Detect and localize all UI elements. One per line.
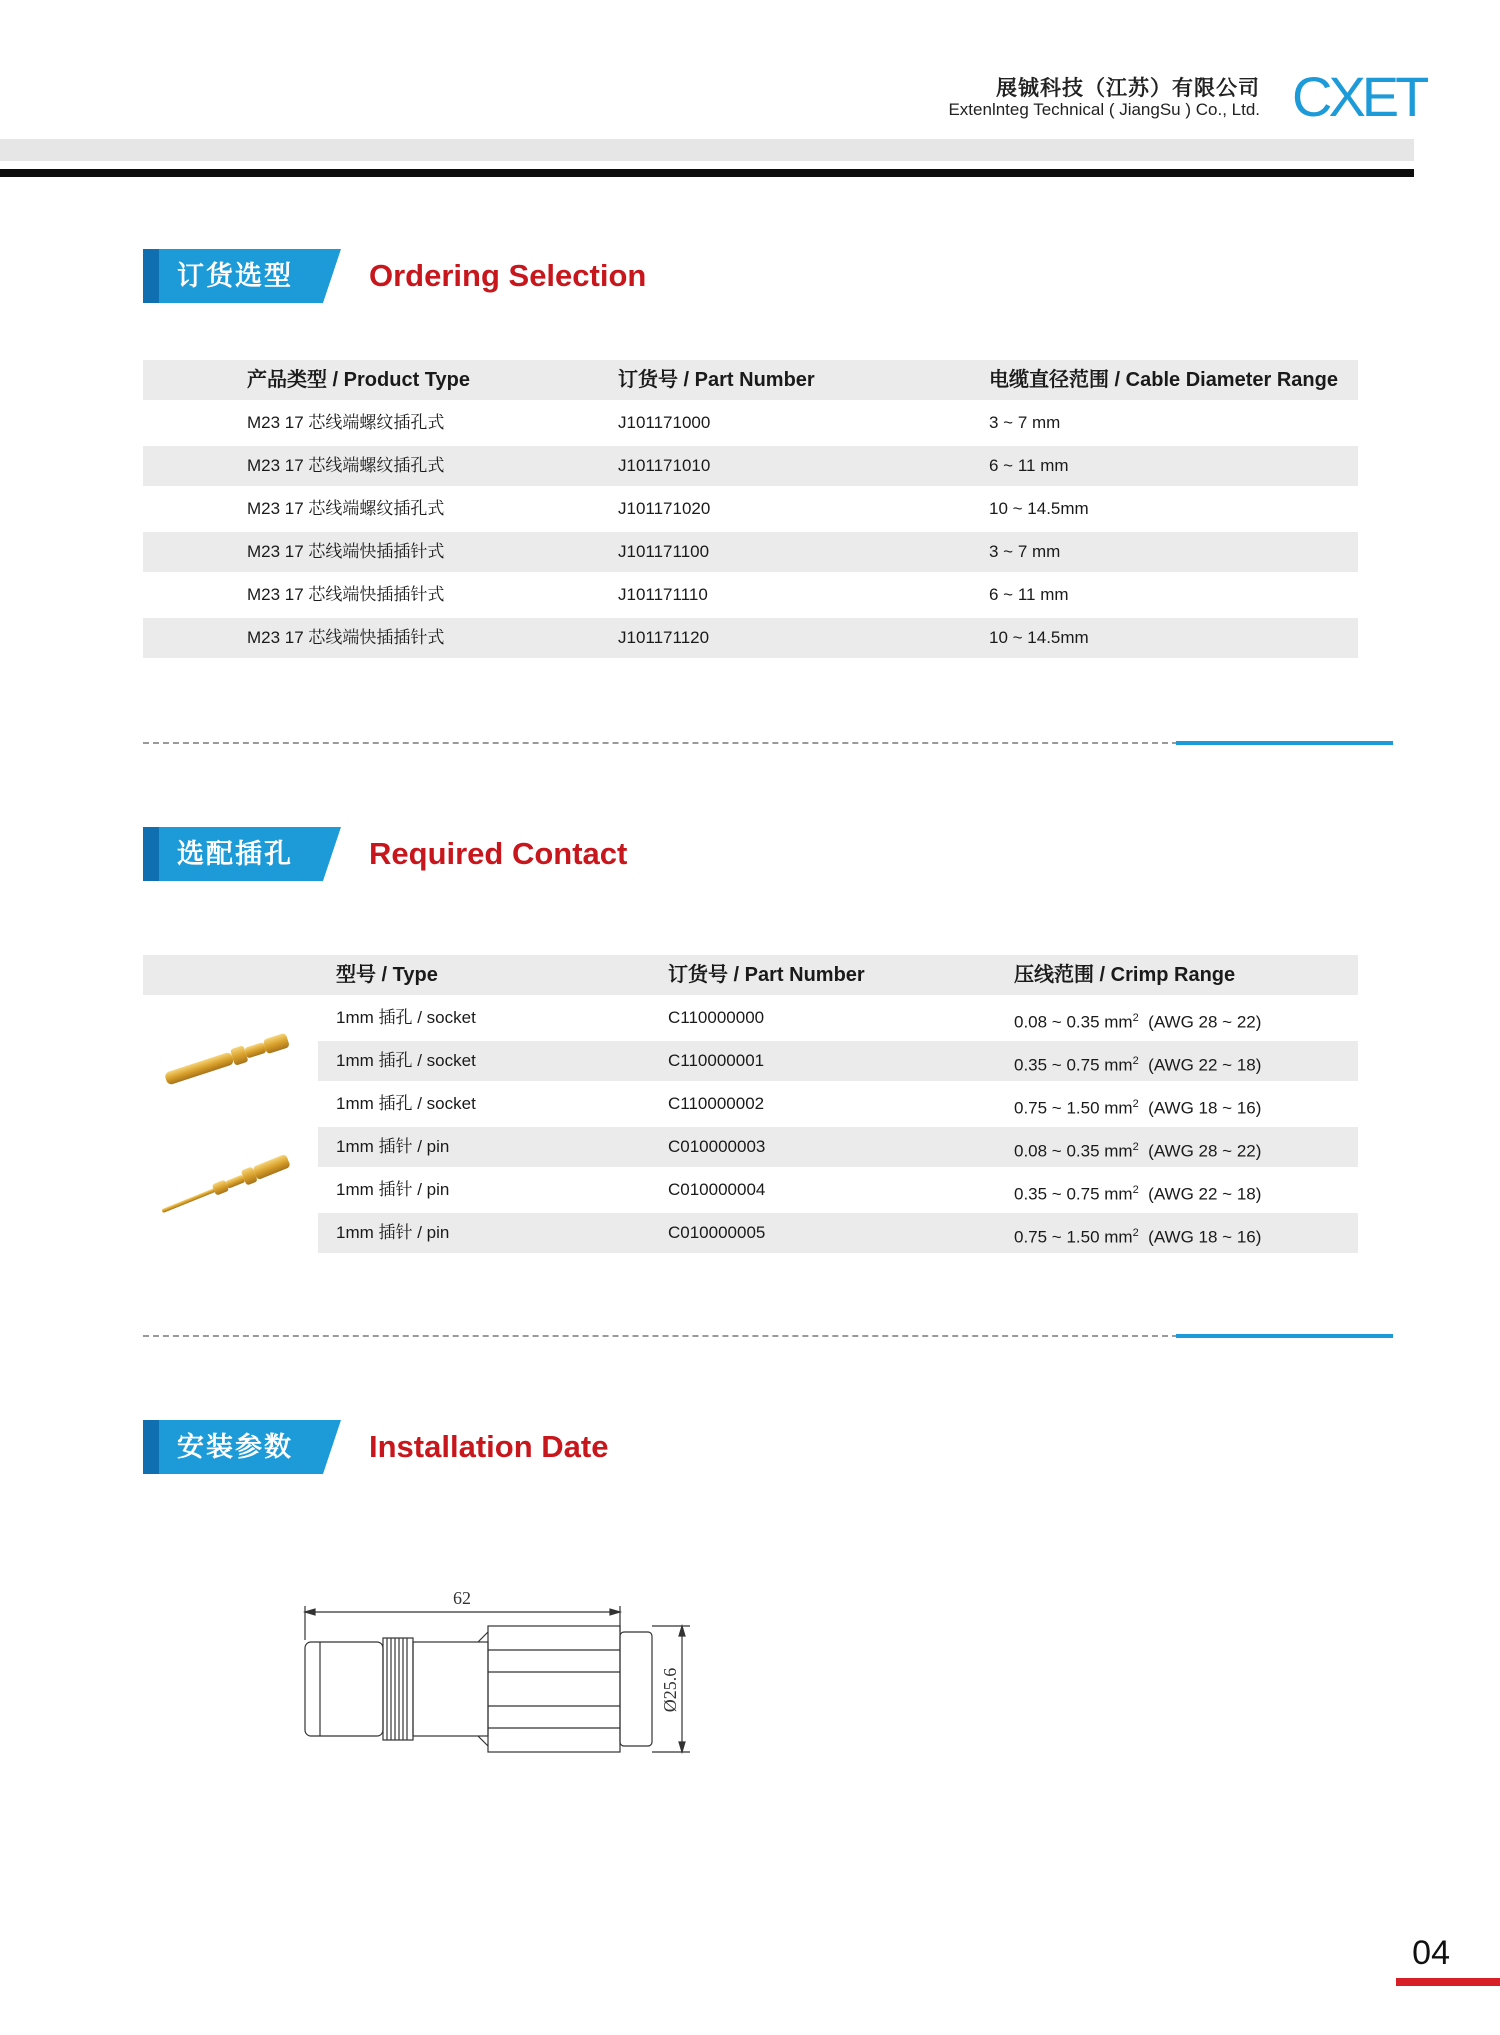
- divider-dashed: [143, 1335, 1178, 1337]
- header-type: 型号 / Type: [336, 964, 438, 986]
- part-number: C010000003: [668, 1137, 766, 1156]
- table-header-row: [143, 360, 1358, 400]
- table-row: [143, 618, 1358, 658]
- crimp-range: [1014, 1213, 1261, 1258]
- divider-accent: [1176, 741, 1393, 745]
- product-type: M23 17 芯线端螺纹插孔式: [247, 499, 445, 518]
- crimp-value: 0.35 ~ 0.75 mm: [1014, 1184, 1133, 1204]
- divider-dashed: [143, 742, 1178, 744]
- section-tag-install: [143, 1420, 341, 1474]
- cable-diameter: 10 ~ 14.5mm: [989, 499, 1089, 518]
- product-type: M23 17 芯线端快插插针式: [247, 542, 445, 561]
- company-logo: [1292, 65, 1426, 128]
- contact-type: 1mm 插孔 / socket: [336, 1008, 476, 1027]
- contact-type: 1mm 插针 / pin: [336, 1223, 450, 1242]
- divider-accent: [1176, 1334, 1393, 1338]
- table-row: [318, 1213, 1358, 1253]
- crimp-value: 0.35 ~ 0.75 mm: [1014, 1055, 1133, 1075]
- table-row: [143, 575, 1358, 615]
- section-tag-label: 安装参数: [177, 1432, 293, 1462]
- table-row: [318, 998, 1358, 1038]
- part-number: C110000000: [668, 1008, 765, 1027]
- company-name-cn: 展铖科技（江苏）有限公司: [996, 77, 1260, 100]
- part-number: C010000005: [668, 1223, 766, 1242]
- section-tag-ordering: [143, 249, 341, 303]
- logo-text: CXET: [1292, 65, 1426, 128]
- part-number: J101171000: [618, 413, 711, 432]
- company-name-en: Extenlnteg Technical ( JiangSu ) Co., Ltd.: [948, 100, 1260, 119]
- unit-exponent: 2: [1132, 1055, 1139, 1067]
- connector-technical-drawing: [290, 1570, 710, 1780]
- crimp-range: [1014, 1041, 1261, 1086]
- cable-diameter: 3 ~ 7 mm: [989, 413, 1061, 432]
- unit-exponent: 2: [1132, 1098, 1139, 1110]
- awg-value: (AWG 22 ~ 18): [1148, 1184, 1262, 1204]
- contact-type: 1mm 插针 / pin: [336, 1180, 450, 1199]
- header-band: [0, 139, 1414, 161]
- crimp-value: 0.75 ~ 1.50 mm: [1014, 1227, 1133, 1247]
- section-title-install: Installation Date: [369, 1429, 609, 1464]
- part-number: J101171020: [618, 499, 711, 518]
- header-part-number: 订货号 / Part Number: [618, 369, 815, 391]
- page-number-bar: [1396, 1978, 1500, 1986]
- awg-value: (AWG 28 ~ 22): [1148, 1012, 1262, 1032]
- section-title-ordering: Ordering Selection: [369, 258, 647, 293]
- crimp-range: [1014, 998, 1261, 1043]
- unit-exponent: 2: [1132, 1227, 1139, 1239]
- header-product-type: 产品类型 / Product Type: [247, 369, 470, 391]
- table-row: [143, 489, 1358, 529]
- table-row: [318, 1084, 1358, 1124]
- section-divider: [143, 1334, 1393, 1337]
- header-crimp-range: 压线范围 / Crimp Range: [1014, 964, 1236, 986]
- diameter-dimension-label: Ø25.6: [660, 1667, 680, 1713]
- unit-exponent: 2: [1132, 1141, 1139, 1153]
- cable-diameter: 6 ~ 11 mm: [989, 585, 1069, 604]
- header-rule: [0, 169, 1414, 177]
- page-number: 04: [1412, 1934, 1450, 1972]
- section-tag-contact: [143, 827, 341, 881]
- cable-diameter: 10 ~ 14.5mm: [989, 628, 1089, 647]
- awg-value: (AWG 18 ~ 16): [1148, 1227, 1262, 1247]
- header-part-number: 订货号 / Part Number: [668, 964, 865, 986]
- table-row: [318, 1170, 1358, 1210]
- table-row: [143, 403, 1358, 443]
- length-dimension-label: 62: [453, 1588, 471, 1608]
- crimp-value: 0.08 ~ 0.35 mm: [1014, 1012, 1133, 1032]
- socket-contact-image: [155, 1025, 300, 1095]
- section-divider: [143, 741, 1393, 744]
- section-title-contact: Required Contact: [369, 836, 628, 871]
- crimp-range: [1014, 1170, 1261, 1215]
- part-number: C110000001: [668, 1051, 765, 1070]
- contact-type: 1mm 插针 / pin: [336, 1137, 450, 1156]
- part-number: J101171110: [618, 585, 708, 604]
- part-number: C010000004: [668, 1180, 766, 1199]
- unit-exponent: 2: [1132, 1184, 1139, 1196]
- crimp-value: 0.75 ~ 1.50 mm: [1014, 1098, 1133, 1118]
- part-number: J101171120: [618, 628, 710, 647]
- crimp-range: [1014, 1127, 1261, 1172]
- awg-value: (AWG 28 ~ 22): [1148, 1141, 1262, 1161]
- part-number: J101171100: [618, 542, 710, 561]
- crimp-range: [1014, 1084, 1261, 1129]
- awg-value: (AWG 22 ~ 18): [1148, 1055, 1262, 1075]
- pin-contact-image: [155, 1148, 300, 1223]
- table-row: [318, 1127, 1358, 1167]
- unit-exponent: 2: [1132, 1012, 1139, 1024]
- table-header-row: [143, 955, 1358, 995]
- awg-value: (AWG 18 ~ 16): [1148, 1098, 1262, 1118]
- part-number: J101171010: [618, 456, 711, 475]
- header-cable-diameter: 电缆直径范围 / Cable Diameter Range: [989, 369, 1338, 391]
- section-tag-label: 选配插孔: [177, 839, 293, 869]
- section-tag-label: 订货选型: [177, 261, 293, 291]
- product-type: M23 17 芯线端快插插针式: [247, 585, 445, 604]
- product-type: M23 17 芯线端螺纹插孔式: [247, 413, 445, 432]
- table-row: [318, 1041, 1358, 1081]
- contact-type: 1mm 插孔 / socket: [336, 1051, 476, 1070]
- table-row: [143, 532, 1358, 572]
- contact-type: 1mm 插孔 / socket: [336, 1094, 476, 1113]
- cable-diameter: 6 ~ 11 mm: [989, 456, 1069, 475]
- product-type: M23 17 芯线端螺纹插孔式: [247, 456, 445, 475]
- crimp-value: 0.08 ~ 0.35 mm: [1014, 1141, 1133, 1161]
- part-number: C110000002: [668, 1094, 765, 1113]
- table-row: [143, 446, 1358, 486]
- product-type: M23 17 芯线端快插插针式: [247, 628, 445, 647]
- cable-diameter: 3 ~ 7 mm: [989, 542, 1061, 561]
